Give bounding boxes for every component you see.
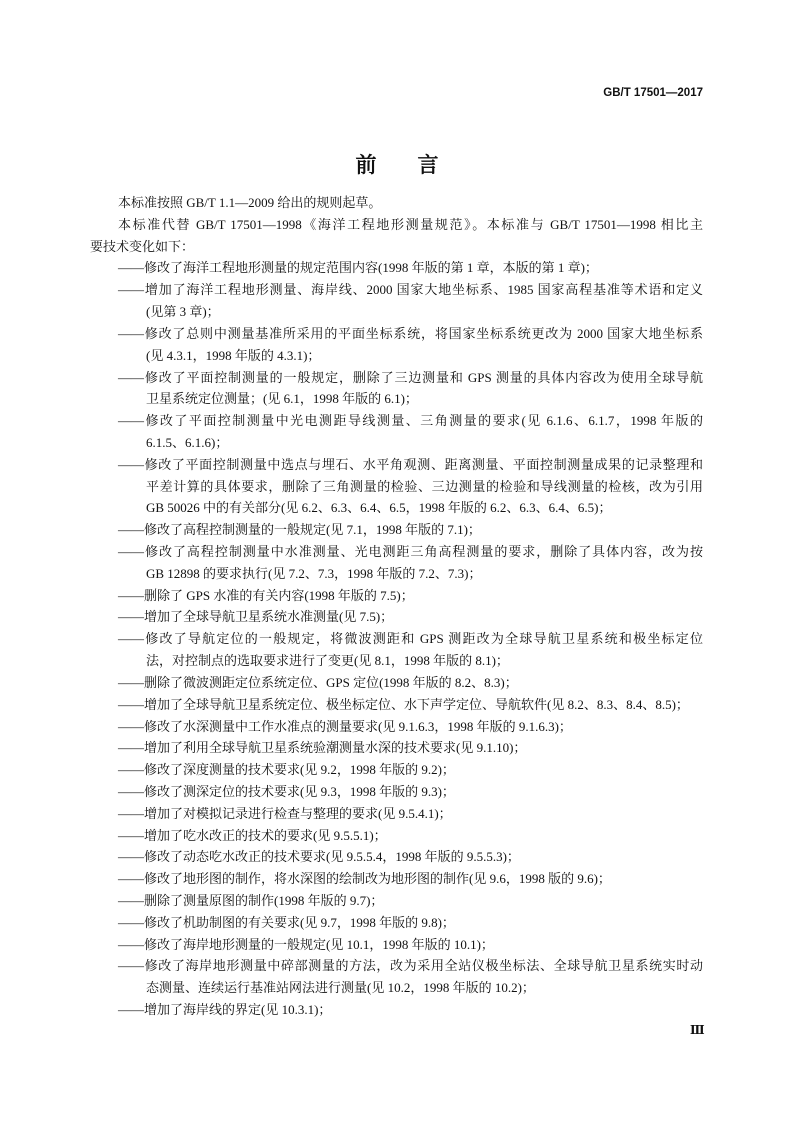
change-item	[90, 955, 703, 999]
intro-paragraph	[90, 192, 703, 214]
change-item	[90, 912, 703, 934]
change-item	[90, 585, 703, 607]
change-item	[90, 454, 703, 519]
standard-code: GB/T 17501—2017	[603, 87, 703, 99]
change-item-line: ——修改了海洋工程地形测量的规定范围内容(1998 年版的第 1 章，本版的第 1 章)；	[118, 260, 598, 276]
change-item	[90, 410, 703, 454]
change-item-line: ——修改了深度测量的技术要求(见 9.2，1998 年版的 9.2)；	[118, 762, 455, 778]
change-item-line: ——修改了海岸地形测量的一般规定(见 10.1，1998 年版的 10.1)；	[118, 936, 494, 952]
change-item-line: ——修改了导航定位的一般规定，将微波测距和 GPS 测距改为全球导航卫星系统和极坐标定位	[118, 631, 703, 647]
page-title: 前言	[355, 153, 480, 177]
change-item-line: 6.1.5、6.1.6)；	[146, 434, 229, 450]
change-item-line: 卫星系统定位测量；(见 6.1，1998 年版的 6.1)；	[146, 391, 418, 407]
change-item-line: ——删除了 GPS 水准的有关内容(1998 年版的 7.5)；	[118, 587, 414, 603]
change-item	[90, 279, 703, 323]
change-list	[90, 257, 703, 1020]
change-item-line: ——增加了对模拟记录进行检查与整理的要求(见 9.5.4.1)；	[118, 805, 452, 821]
change-item-line: ——删除了微波测距定位系统定位、GPS 定位(1998 年版的 8.2、8.3)；	[118, 674, 518, 690]
change-item-line: (见 4.3.1，1998 年版的 4.3.1)；	[146, 347, 321, 363]
page-number: Ⅲ	[690, 1023, 705, 1037]
paragraph-line: 要技术变化如下：	[90, 238, 195, 254]
change-item	[90, 716, 703, 738]
intro-paragraph	[90, 214, 703, 258]
change-item	[90, 519, 703, 541]
change-item-line: ——增加了吃水改正的技术的要求(见 9.5.5.1)；	[118, 827, 387, 843]
change-item-line: ——修改了海岸地形测量中碎部测量的方法，改为采用全站仪极坐标法、全球导航卫星系统实时动	[118, 958, 703, 974]
change-item-line: (见第 3 章)；	[146, 304, 220, 320]
change-item-line: ——修改了水深测量中工作水准点的测量要求(见 9.1.6.3，1998 年版的 9.1.6.3)；	[118, 718, 572, 734]
change-item-line: ——删除了测量原图的制作(1998 年版的 9.7)；	[118, 893, 384, 908]
change-item-line: ——修改了总则中测量基准所采用的平面坐标系统，将国家坐标系统更改为 2000 国家大地坐标系	[118, 325, 703, 341]
change-item	[90, 672, 703, 694]
change-item	[90, 694, 703, 716]
change-item	[90, 628, 703, 672]
change-item-line: ——增加了全球导航卫星系统水准测量(见 7.5)；	[118, 609, 394, 625]
paragraph-line: 本标准代替 GB/T 17501—1998《海洋工程地形测量规范》。本标准与 GB/T 17501—1998 相比主	[118, 216, 703, 232]
change-item-line: 法，对控制点的选取要求进行了变更(见 8.1，1998 年版的 8.1)；	[146, 653, 509, 669]
change-item	[90, 367, 703, 411]
change-item-line: ——增加了全球导航卫星系统定位、极坐标定位、水下声学定位、导航软件(见 8.2、8.3、8.4、8.5)；	[118, 696, 689, 712]
change-item-line: ——修改了高程控制测量的一般规定(见 7.1，1998 年版的 7.1)；	[118, 522, 481, 538]
change-item-line: ——修改了平面控制测量中选点与埋石、水平角观测、距离测量、平面控制测量成果的记录整理和	[118, 456, 703, 472]
change-item-line: ——修改了地形图的制作，将水深图的绘制改为地形图的制作(见 9.6，1998 版的 9.6)；	[118, 871, 611, 887]
change-item	[90, 781, 703, 803]
change-item-line: ——增加了海岸线的界定(见 10.3.1)；	[118, 1002, 332, 1018]
change-item	[90, 846, 703, 868]
change-item-line: ——修改了机助制图的有关要求(见 9.7，1998 年版的 9.8)；	[118, 914, 455, 930]
change-item	[90, 257, 703, 279]
change-item-line: ——修改了测深定位的技术要求(见 9.3，1998 年版的 9.3)；	[118, 783, 455, 799]
change-item	[90, 606, 703, 628]
change-item-line: ——增加了海洋工程地形测量、海岸线、2000 国家大地坐标系、1985 国家高程基准等术语和定义	[118, 282, 703, 298]
change-item	[90, 934, 703, 956]
change-item-line: GB 12898 的要求执行(见 7.2、7.3，1998 年版的 7.2、7.3)；	[146, 565, 482, 581]
change-item-line: ——修改了动态吃水改正的技术要求(见 9.5.5.4，1998 年版的 9.5.5.3)；	[118, 849, 520, 865]
change-item-line: ——修改了平面控制测量的一般规定，删除了三边测量和 GPS 测量的具体内容改为使用全球导航	[118, 369, 703, 385]
foreword-body	[90, 192, 703, 1021]
change-item	[90, 825, 703, 847]
change-item	[90, 999, 703, 1021]
change-item-line: GB 50026 中的有关部分(见 6.2、6.3、6.4、6.5，1998 年版的 6.2、6.3、6.4、6.5)；	[146, 500, 612, 516]
change-item	[90, 803, 703, 825]
change-item-line: ——增加了利用全球导航卫星系统验潮测量水深的技术要求(见 9.1.10)；	[118, 740, 527, 756]
change-item	[90, 759, 703, 781]
change-item	[90, 737, 703, 759]
change-item-line: ——修改了平面控制测量中光电测距导线测量、三角测量的要求(见 6.1.6、6.1.7，1998 年版的	[118, 413, 703, 429]
change-item	[90, 323, 703, 367]
change-item-line: 态测量、连续运行基准站网法进行测量(见 10.2，1998 年版的 10.2)；	[146, 980, 535, 996]
change-item	[90, 868, 703, 890]
paragraph-line: 本标准按照 GB/T 1.1—2009 给出的规则起草。	[118, 195, 382, 210]
change-item-line: ——修改了高程控制测量中水准测量、光电测距三角高程测量的要求，删除了具体内容，改为按	[118, 544, 703, 559]
change-item	[90, 541, 703, 585]
change-item-line: 平差计算的具体要求，删除了三角测量的检验、三边测量的检验和导线测量的检核，改为引用	[146, 478, 703, 494]
change-item	[90, 890, 703, 912]
